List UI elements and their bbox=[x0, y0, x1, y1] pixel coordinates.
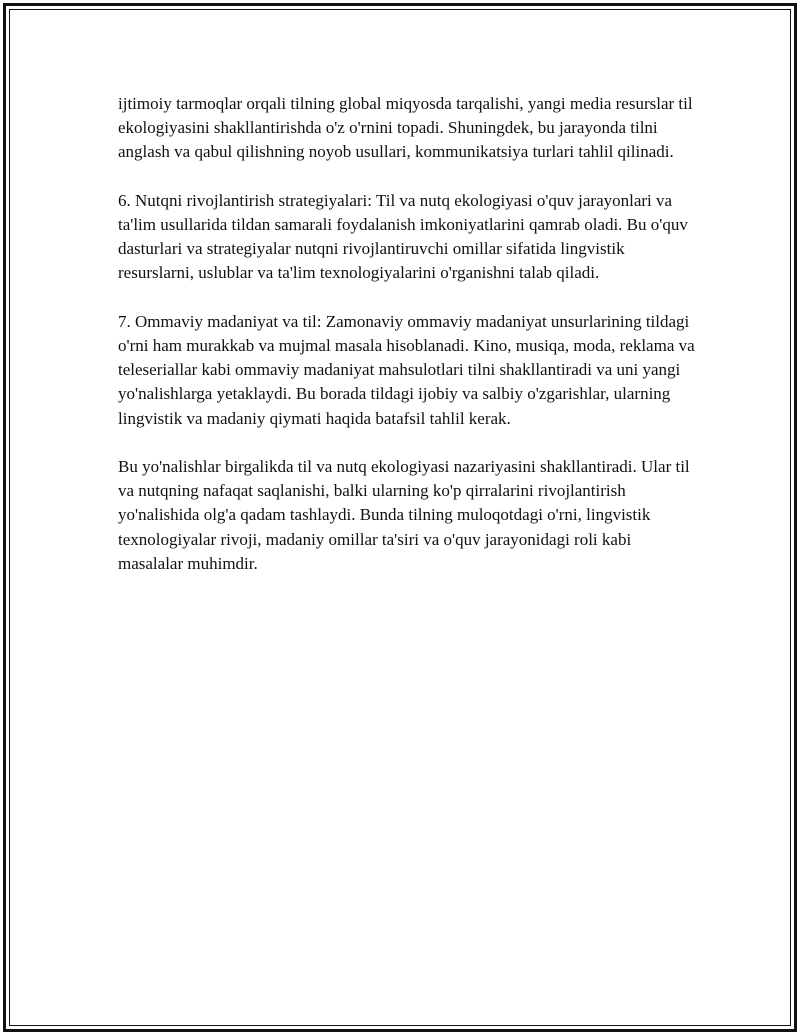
paragraph-mass-culture: 7. Ommaviy madaniyat va til: Zamonaviy ommaviy madaniyat unsurlarining tildagi o'rni ham murakkab va mujmal masala hisoblanadi. Kino, musiqa, moda, reklama va teleseriallar kabi ommaviy madaniyat mahsulotlari tilni shakllantiradi va uni yangi yo'nalishlarga yetaklaydi. Bu borada tildagi ijobiy va salbiy o'zgarishlar, ularning lingvistik va madaniy qiymati haqida batafsil tahlil kerak. bbox=[118, 311, 695, 428]
paragraph-speech-development: 6. Nutqni rivojlantirish strategiyalari: Til va nutq ekologiyasi o'quv jarayonlari va ta'lim usullarida tildan samarali foydalanish imkoniyatlarini qamrab oladi. Bu o'quv dasturlari va strategiyalar nutqni rivojlantiruvchi omillar sifatida lingvistik resurslarni, uslublar va ta'lim texnologiyalarini o'rganishni talab qiladi. bbox=[118, 190, 688, 283]
document-body bbox=[118, 92, 698, 600]
paragraph-conclusion: Bu yo'nalishlar birgalikda til va nutq ekologiyasi nazariyasini shakllantiradi. Ular til va nutqning nafaqat saqlanishi, balki ularning ko'p qirralarini rivojlantirish yo'nalishida olg'a qadam tashlaydi. Bunda tilning muloqotdagi o'rni, lingvistik texnologiyalar rivoji, madaniy omillar ta'siri va o'quv jarayonidagi roli kabi masalalar muhimdir. bbox=[118, 457, 690, 573]
paragraph-social-networks: ijtimoiy tarmoqlar orqali tilning global miqyosda tarqalishi, yangi media resurslar til ekologiyasini shakllantirishda o'z o'rnini topadi. Shuningdek, bu jarayonda tilni anglash va qabul qilishning noyob usullari, kommunikatsiya turlari tahlil qilinadi. bbox=[118, 94, 693, 162]
